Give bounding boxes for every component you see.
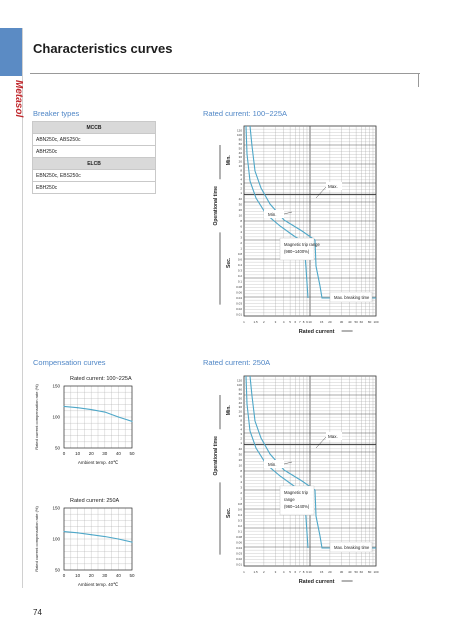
- compensation-chart-1: [30, 372, 140, 482]
- ann-mag-line: (960~1440%): [284, 504, 310, 509]
- y-tick-label: 20: [238, 457, 242, 462]
- comp-point: [104, 536, 105, 537]
- comp-point: [77, 532, 78, 533]
- comp-x-tick: 10: [75, 573, 81, 578]
- comp-x-tick: 20: [88, 573, 94, 578]
- ann-mag-line: Magnetic trip: [284, 490, 308, 495]
- x-tick-label: 7: [298, 320, 301, 324]
- y-tick-label: 100: [236, 382, 242, 387]
- y-tick-label: 0.4: [237, 512, 242, 517]
- breaker-row: EBN250c, EBS250c: [33, 170, 156, 182]
- x-tick-label: 80: [367, 320, 372, 324]
- y-tick-label: 1: [240, 496, 242, 501]
- comp-x-tick: 0: [62, 573, 66, 578]
- y-tick-label: 0.02: [236, 556, 242, 561]
- comp-point: [131, 421, 132, 422]
- y-tick-label: 10: [238, 414, 242, 419]
- comp-point: [91, 409, 92, 410]
- y-tick-label: 60: [238, 141, 242, 146]
- comp-title: Rated current: 100~225A: [70, 376, 132, 382]
- comp-x-tick: 50: [129, 451, 135, 456]
- comp-y-tick: 50: [54, 567, 60, 573]
- comp-x-tick: 40: [115, 451, 121, 456]
- breaker-row: MCCB: [33, 122, 156, 134]
- x-tick-label: 15: [319, 320, 324, 324]
- y-tick-label: 10: [238, 213, 242, 218]
- breaker-row: ELCB: [33, 158, 156, 170]
- y-tick-label: 0.03: [236, 551, 242, 556]
- breaker-types-heading: Breaker types: [33, 109, 80, 118]
- x-tick-label: 50: [354, 320, 358, 324]
- comp-y-tick: 150: [52, 383, 60, 389]
- y-tick-label: 40: [238, 196, 242, 201]
- x-tick-label: 8: [302, 570, 305, 574]
- x-tick-label: 4: [282, 570, 285, 574]
- y-tick-label: 80: [238, 387, 242, 392]
- comp-point: [63, 406, 64, 407]
- section-tab: [0, 28, 23, 76]
- y-tick-label: 10: [238, 164, 242, 169]
- comp-point: [118, 416, 119, 417]
- y-axis-label: Operational time: [213, 186, 219, 226]
- comp-point: [104, 411, 105, 412]
- x-tick-label: 9: [306, 320, 308, 324]
- y-tick-label: 0.08: [236, 534, 242, 539]
- y-tick-label: 0.3: [237, 268, 242, 273]
- y-tick-label: 4: [240, 479, 242, 484]
- compensation-chart-2: [30, 494, 140, 594]
- y-tick-label: 8: [240, 418, 242, 423]
- y-tick-label: 0.04: [236, 295, 242, 300]
- x-tick-label: 9: [306, 570, 308, 574]
- comp-xlabel: Ambient temp. 40℃: [77, 460, 119, 465]
- curve-2-heading: Rated current: 250A: [203, 358, 271, 367]
- y-tick-label: 0.8: [237, 501, 242, 506]
- x-tick-label: 60: [359, 320, 364, 324]
- y-tick-label: 0.02: [236, 306, 242, 311]
- compensation-heading: Compensation curves: [33, 358, 106, 367]
- y-min-label: Min.: [226, 405, 232, 416]
- y-tick-label: 6: [240, 224, 242, 229]
- y-tick-label: 30: [238, 155, 242, 160]
- comp-point: [118, 538, 119, 539]
- y-tick-label: 30: [238, 405, 242, 410]
- comp-x-tick: 0: [62, 451, 66, 456]
- comp-title: Rated current: 250A: [70, 498, 120, 504]
- y-tick-label: 0.6: [237, 257, 242, 262]
- x-tick-label: 3: [274, 570, 277, 574]
- x-tick-label: 10: [308, 570, 312, 574]
- comp-ylabel: Rated current compensation rate (%): [34, 506, 39, 572]
- y-tick-label: 0.06: [236, 290, 242, 295]
- y-tick-label: 1: [240, 440, 242, 445]
- y-tick-label: 0.1: [237, 279, 242, 284]
- x-axis-label: Rated current: [298, 579, 335, 585]
- comp-ylabel: Rated current compensation rate (%): [34, 384, 39, 450]
- page-number: 74: [33, 608, 42, 617]
- x-tick-label: 30: [339, 320, 344, 324]
- comp-y-tick: 50: [54, 445, 60, 451]
- y-tick-label: 60: [238, 391, 242, 396]
- x-tick-label: 1: [243, 320, 245, 324]
- y-tick-label: 50: [238, 396, 242, 401]
- breaker-row: ABN250c, ABS250c: [33, 134, 156, 146]
- x-tick-label: 60: [359, 570, 364, 574]
- breaker-row: EBH250c: [33, 182, 156, 194]
- curve-1-heading: Rated current: 100~225A: [203, 109, 288, 118]
- x-tick-label: 3: [274, 320, 277, 324]
- y-tick-label: 0.6: [237, 507, 242, 512]
- ann-break: Max. breaking time: [334, 295, 370, 300]
- y-tick-label: 2: [240, 186, 242, 191]
- side-label-text: Metasol: [13, 80, 24, 118]
- y-tick-label: 8: [240, 468, 242, 473]
- y-min-label: Min.: [226, 155, 232, 166]
- x-tick-label: 7: [298, 570, 301, 574]
- x-tick-label: 4: [282, 320, 285, 324]
- x-tick-label: 5: [289, 320, 291, 324]
- y-tick-label: 1: [240, 246, 242, 251]
- comp-y-tick: 150: [52, 505, 60, 511]
- y-tick-label: 100: [236, 132, 242, 137]
- y-tick-label: 6: [240, 474, 242, 479]
- x-tick-label: 2: [263, 320, 265, 324]
- y-tick-label: 2: [240, 490, 242, 495]
- y-tick-label: 0.01: [236, 562, 242, 567]
- x-tick-label: 2: [263, 570, 265, 574]
- x-tick-label: 30: [339, 570, 344, 574]
- y-tick-label: 0.04: [236, 545, 242, 550]
- x-tick-label: 100: [373, 320, 379, 324]
- x-tick-label: 1: [243, 570, 245, 574]
- y-tick-label: 4: [240, 177, 242, 182]
- page-title: Characteristics curves: [33, 41, 173, 56]
- y-tick-label: 1: [240, 190, 242, 195]
- ann-mag-line: Magnetic trip range: [284, 242, 320, 247]
- comp-x-tick: 30: [102, 573, 108, 578]
- comp-x-tick: 20: [88, 451, 94, 456]
- x-tick-label: 1.5: [253, 570, 258, 574]
- y-tick-label: 8: [240, 168, 242, 173]
- y-sec-label: Sec.: [226, 257, 232, 268]
- x-tick-label: 40: [348, 320, 352, 324]
- comp-x-tick: 10: [75, 451, 81, 456]
- y-tick-label: 0.8: [237, 251, 242, 256]
- y-tick-label: 0.06: [236, 540, 242, 545]
- ann-max: Max.: [328, 184, 338, 189]
- x-tick-label: 15: [319, 570, 324, 574]
- x-tick-label: 20: [328, 320, 332, 324]
- y-axis-label: Operational time: [213, 436, 219, 476]
- x-tick-label: 100: [373, 570, 379, 574]
- y-tick-label: 2: [240, 436, 242, 441]
- y-tick-label: 0.01: [236, 312, 242, 317]
- trip-curve-chart-1: [200, 120, 385, 342]
- y-tick-label: 0.3: [237, 518, 242, 523]
- y-tick-label: 8: [240, 218, 242, 223]
- y-tick-label: 20: [238, 207, 242, 212]
- y-tick-label: 40: [238, 150, 242, 155]
- y-tick-label: 0.1: [237, 529, 242, 534]
- y-tick-label: 0.08: [236, 284, 242, 289]
- y-tick-label: 120: [236, 128, 242, 133]
- y-tick-label: 2: [240, 240, 242, 245]
- x-tick-label: 10: [308, 320, 312, 324]
- y-tick-label: 40: [238, 400, 242, 405]
- y-tick-label: 4: [240, 427, 242, 432]
- x-tick-label: 50: [354, 570, 358, 574]
- header-rule-tick: [418, 73, 419, 87]
- comp-point: [131, 542, 132, 543]
- y-tick-label: 30: [238, 202, 242, 207]
- comp-y-tick: 100: [52, 536, 60, 542]
- breaker-types-table: [32, 121, 156, 194]
- y-sec-label: Sec.: [226, 507, 232, 518]
- x-tick-label: 6: [294, 570, 297, 574]
- comp-xlabel: Ambient temp. 40℃: [77, 582, 119, 587]
- ann-min: Min.: [268, 462, 277, 467]
- header-rule: [30, 73, 420, 74]
- x-tick-label: 5: [289, 570, 291, 574]
- x-tick-label: 8: [302, 320, 305, 324]
- side-label: [2, 78, 22, 148]
- y-tick-label: 80: [238, 137, 242, 142]
- y-tick-label: 0.03: [236, 301, 242, 306]
- x-tick-label: 1.5: [253, 320, 258, 324]
- x-tick-label: 80: [367, 570, 372, 574]
- ann-min: Min.: [268, 212, 277, 217]
- y-tick-label: 6: [240, 423, 242, 428]
- y-tick-label: 3: [240, 431, 242, 436]
- comp-point: [77, 407, 78, 408]
- ann-mag-line: range: [284, 497, 295, 502]
- comp-x-tick: 50: [129, 573, 135, 578]
- y-tick-label: 120: [236, 378, 242, 383]
- ann-mag-line: (980~1400%): [284, 249, 310, 254]
- comp-point: [63, 531, 64, 532]
- trip-curve-chart-2: [200, 370, 385, 592]
- x-tick-label: 40: [348, 570, 352, 574]
- y-tick-label: 30: [238, 452, 242, 457]
- y-tick-label: 50: [238, 146, 242, 151]
- ann-break: Max. breaking time: [334, 545, 370, 550]
- y-tick-label: 20: [238, 159, 242, 164]
- y-tick-label: 0.2: [237, 523, 242, 528]
- y-tick-label: 4: [240, 229, 242, 234]
- x-axis-label: Rated current: [298, 329, 335, 335]
- y-tick-label: 6: [240, 173, 242, 178]
- y-tick-label: 0.4: [237, 262, 242, 267]
- y-tick-label: 0.2: [237, 273, 242, 278]
- x-tick-label: 20: [328, 570, 332, 574]
- breaker-row: ABH250c: [33, 146, 156, 158]
- y-tick-label: 3: [240, 235, 242, 240]
- comp-x-tick: 40: [115, 573, 121, 578]
- y-tick-label: 20: [238, 409, 242, 414]
- comp-y-tick: 100: [52, 414, 60, 420]
- y-tick-label: 3: [240, 485, 242, 490]
- comp-x-tick: 30: [102, 451, 108, 456]
- y-tick-label: 40: [238, 446, 242, 451]
- x-tick-label: 6: [294, 320, 297, 324]
- comp-point: [91, 534, 92, 535]
- y-tick-label: 10: [238, 463, 242, 468]
- y-tick-label: 3: [240, 181, 242, 186]
- ann-max: Max.: [328, 434, 338, 439]
